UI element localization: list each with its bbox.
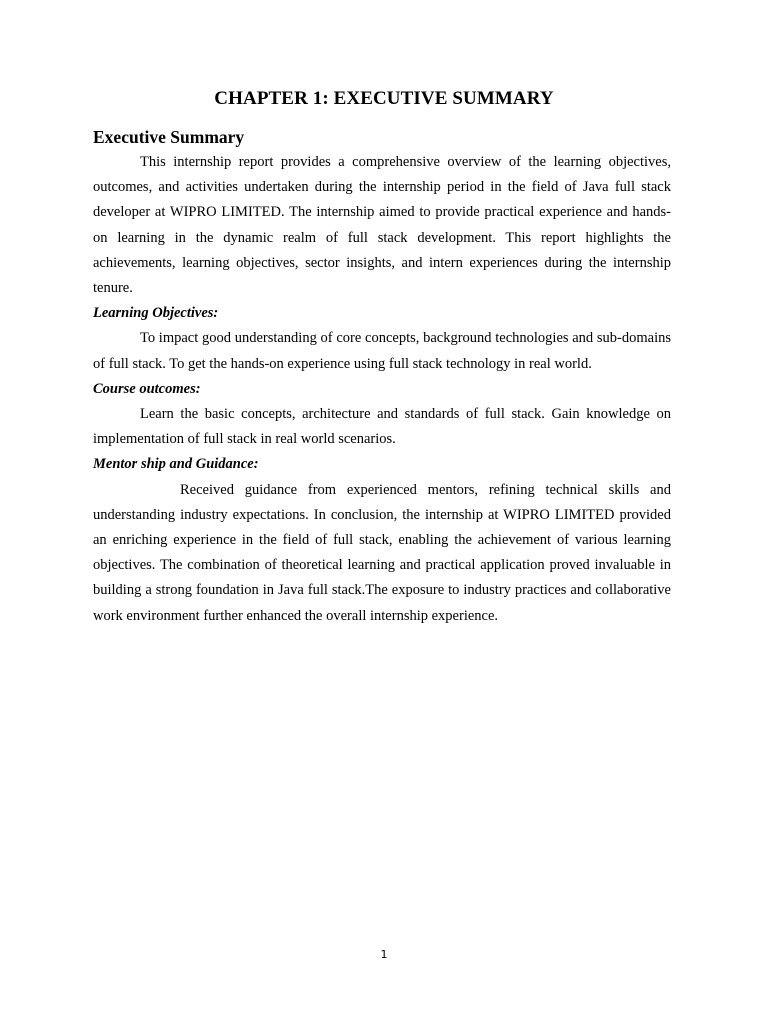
intro-paragraph: This internship report provides a comprehensive overview of the learning objectives, outcomes, and activities undertaken during the internship period in the field of Java full stack developer at WIPRO LIMITED. The internship aimed to provide practical experience and hands-on learning in the dynamic realm of full stack development. This report highlights the achievements, learning objectives, sector insights, and intern experiences during the internship tenure. xyxy=(93,154,671,297)
chapter-title: CHAPTER 1: EXECUTIVE SUMMARY xyxy=(214,88,554,109)
page-number: 1 xyxy=(380,948,388,961)
mentorship-text: Received guidance from experienced mentors, refining technical skills and understanding industry expectations. In conclusion, the internship at WIPRO LIMITED provided an enriching experience in the field of full stack, enabling the achievement of various learning objectives. The combination of theoretical learning and practical application proved invaluable in building a strong foundation in Java full stack.The exposure to industry practices and collaborative work environment further enhanced the overall internship experience. xyxy=(93,481,671,624)
mentorship-heading: Mentor ship and Guidance: xyxy=(93,456,259,473)
learning-objectives-text: To impact good understanding of core concepts, background technologies and sub-domains of full stack. To get the hands-on experience using full stack technology in real world. xyxy=(93,330,671,372)
page-content xyxy=(93,124,671,629)
course-outcomes-text: Learn the basic concepts, architecture and standards of full stack. Gain knowledge on implementation of full stack in real world scenarios. xyxy=(93,406,671,448)
section-title: Executive Summary xyxy=(93,127,245,147)
course-outcomes-heading: Course outcomes: xyxy=(93,380,201,397)
learning-objectives-heading: Learning Objectives: xyxy=(93,305,219,322)
